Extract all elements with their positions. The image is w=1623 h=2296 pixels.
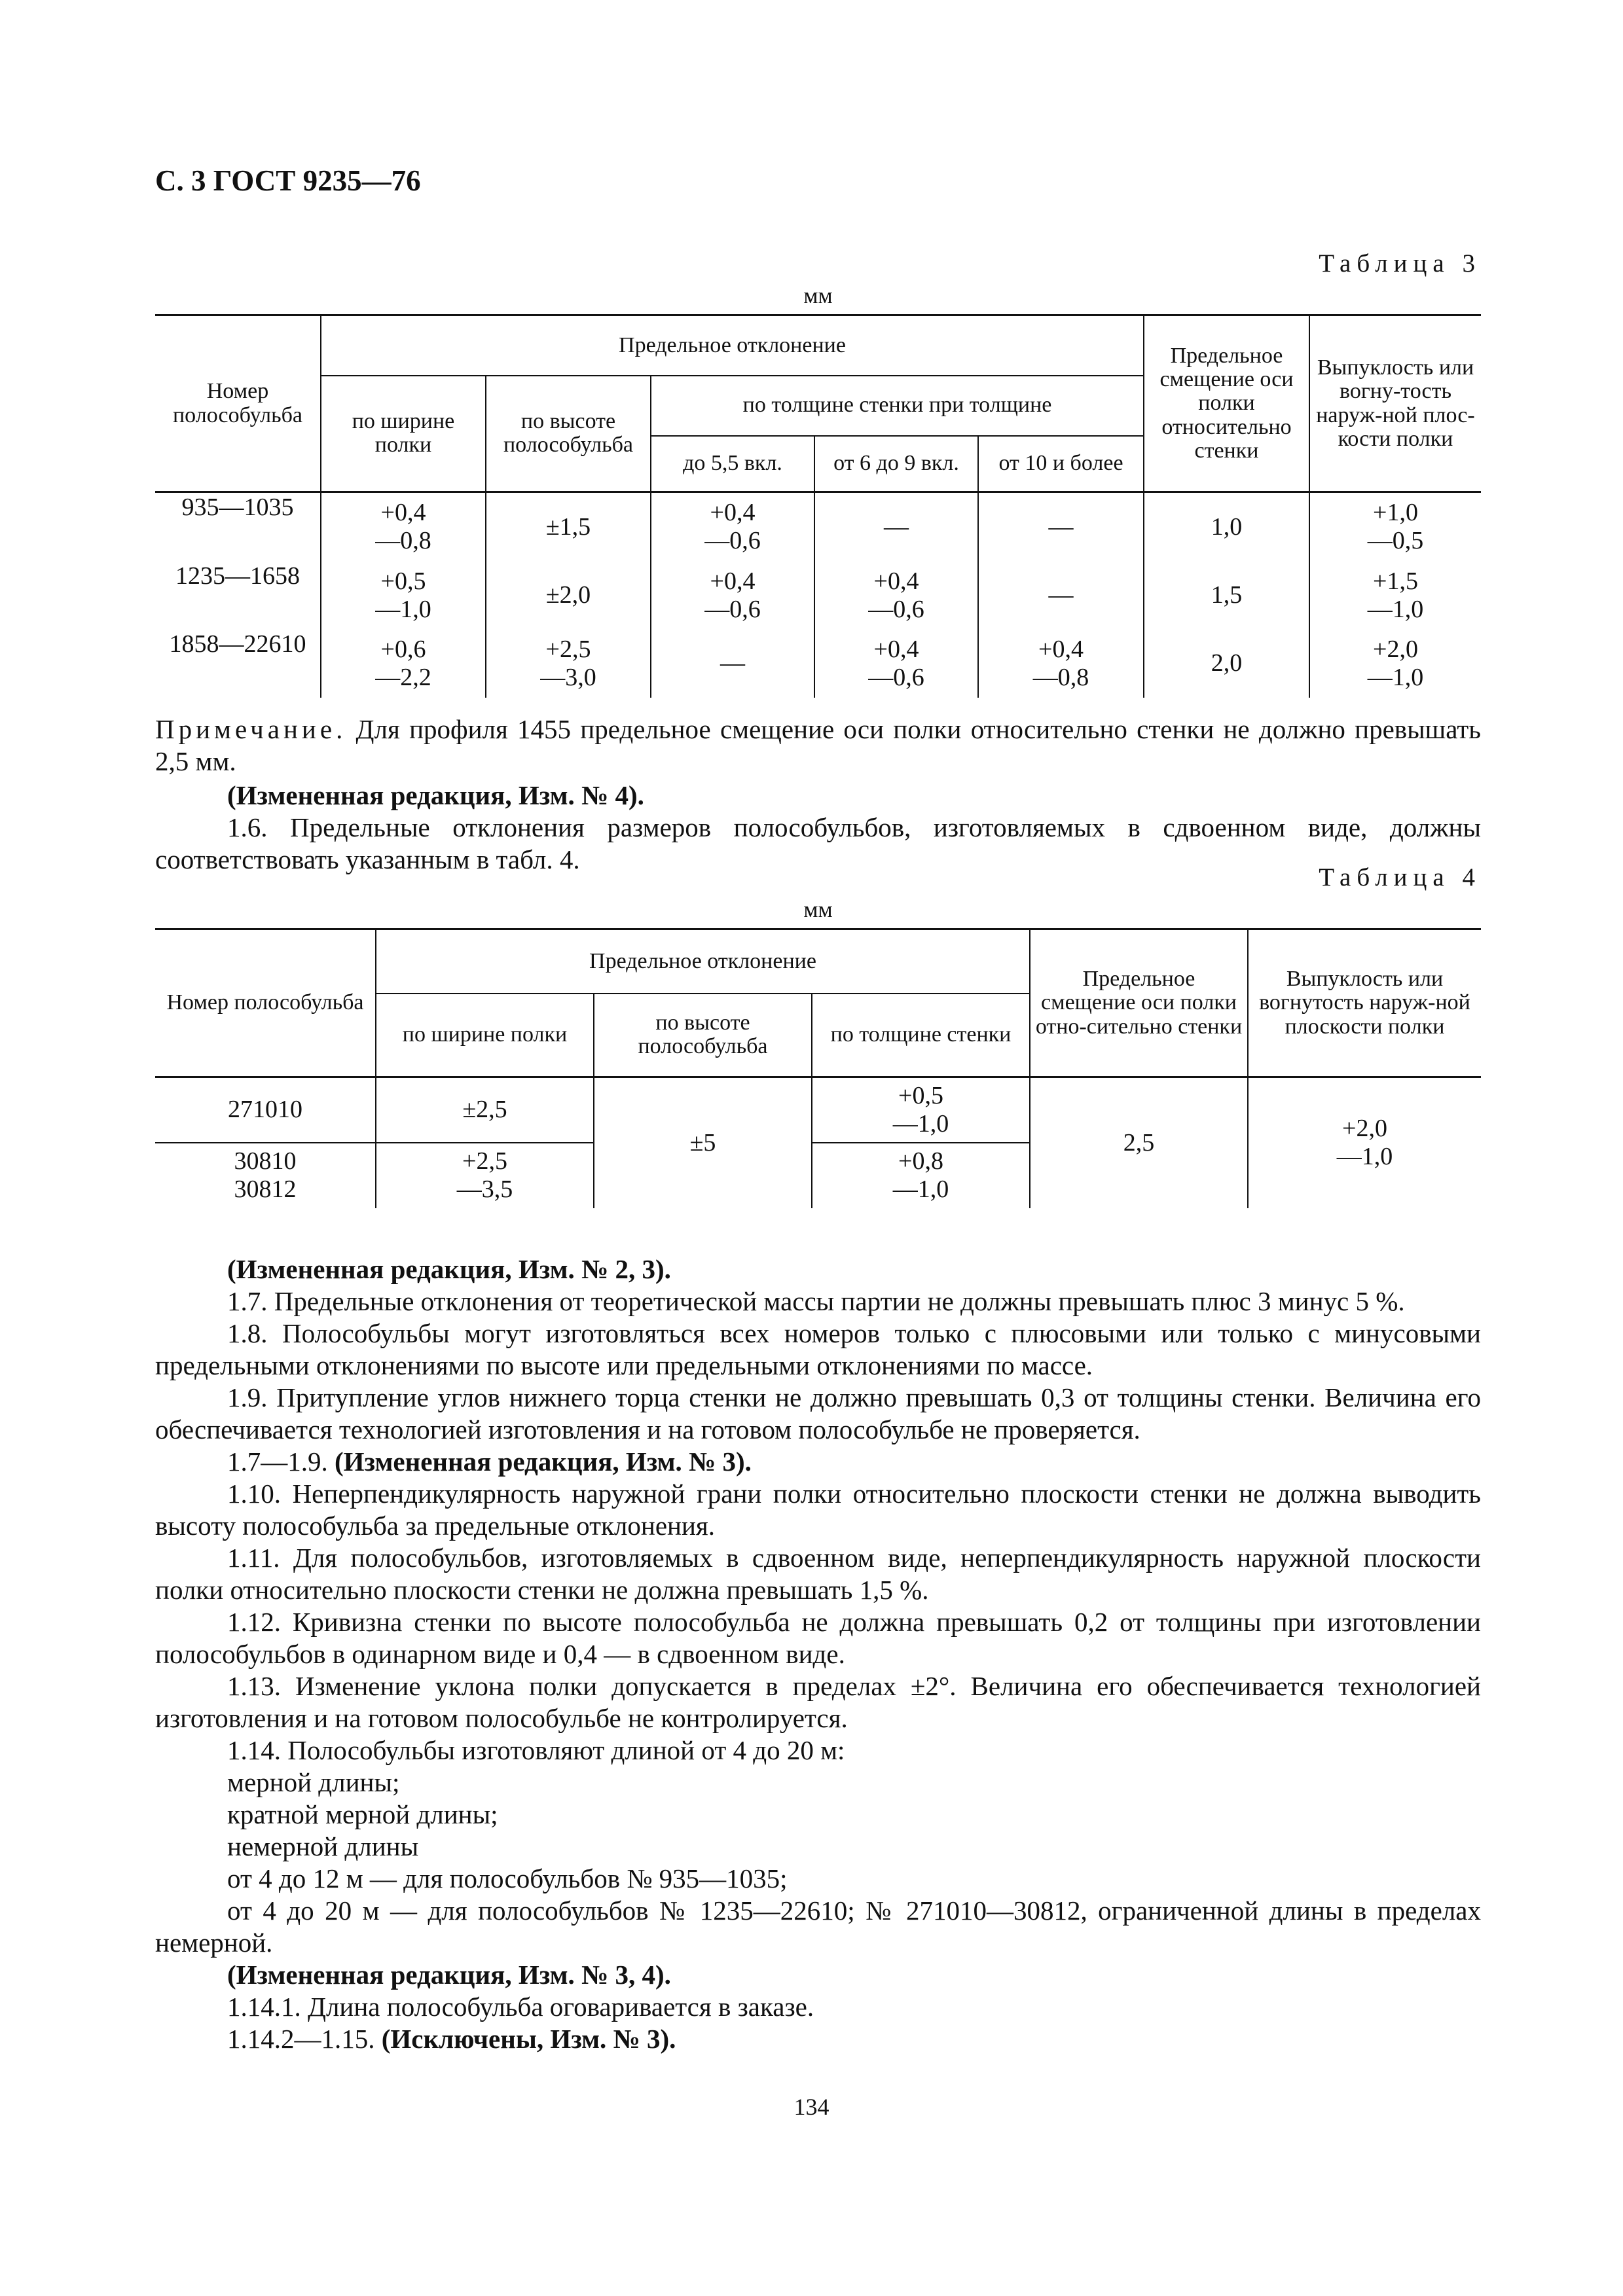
note-text: Для профиля 1455 предельное смещение оси полки относительно стенки не должно превышать 2,5 мм. <box>155 714 1481 776</box>
edit-note-3: (Измененная редакция, Изм. № 3, 4). <box>227 1960 671 1990</box>
table3-head-width: по ширине полки <box>321 376 486 492</box>
paragraph-1-9: 1.9. Притупление углов нижнего торца стенки не должно превышать 0,3 от толщины стенки. Величина его обеспечивается технологией изготовления и на готовом полособульбе не проверяется. <box>155 1382 1481 1444</box>
cell-height: +2,5 —3,0 <box>486 630 651 698</box>
table3-head-number: Номер полособульба <box>155 315 321 492</box>
table3 <box>155 314 1481 698</box>
table4-head-thick: по толщине стенки <box>812 994 1030 1077</box>
length-item: кратной мерной длины; <box>227 1799 498 1829</box>
paragraph-1-12: 1.12. Кривизна стенки по высоте полособульба не должна превышать 0,2 от толщины при изготовлении полособульбов в одинарном виде и 0,4 — в сдвоенном виде. <box>155 1607 1481 1669</box>
paragraph-1-14-2: 1.14.2—1.15. (Исключены, Изм. № 3). <box>227 2024 676 2054</box>
cell-height: ±1,5 <box>486 492 651 562</box>
edit-note-1: (Измененная редакция, Изм. № 4). <box>227 780 644 810</box>
cell-t2: — <box>814 492 978 562</box>
edit-note-2: (Измененная редакция, Изм. № 2, 3). <box>227 1254 671 1284</box>
table4-head-width: по ширине полки <box>376 994 594 1077</box>
table4-head-shift: Предельное смещение оси полки отно-сительно стенки <box>1030 929 1248 1077</box>
cell-t3: +0,4 —0,8 <box>978 630 1144 698</box>
cell-t3: — <box>978 492 1144 562</box>
cell-height: ±5 <box>594 1077 812 1208</box>
cell-t1: +0,4 —0,6 <box>651 492 814 562</box>
cell-t1: +0,4 —0,6 <box>651 562 814 630</box>
table3-head-thick-group: по толщине стенки при толщине <box>651 376 1144 436</box>
cell-thick: +0,8 —1,0 <box>812 1143 1030 1208</box>
cell-t1: — <box>651 630 814 698</box>
table3-row <box>155 492 1481 562</box>
table4-unit: мм <box>803 897 833 922</box>
table3-head-t2: от 6 до 9 вкл. <box>814 436 978 492</box>
cell-height: ±2,0 <box>486 562 651 630</box>
table3-head-group: Предельное отклонение <box>321 315 1144 376</box>
section-1-6 <box>155 780 1481 876</box>
table4-head-group: Предельное отклонение <box>376 929 1030 994</box>
row-number: 30810 30812 <box>155 1143 376 1208</box>
table4-head-convex: Выпуклость или вогнутость наруж-ной плоскости полки <box>1248 929 1481 1077</box>
cell-width: ±2,5 <box>376 1077 594 1143</box>
table3-caption: Таблица 3 <box>1319 249 1481 278</box>
table4-row <box>155 1077 1481 1143</box>
table3-unit: мм <box>803 283 833 308</box>
page-number: 134 <box>793 2094 830 2120</box>
length-item: мерной длины; <box>227 1767 400 1797</box>
table4-head-number: Номер полособульба <box>155 929 376 1077</box>
cell-shift: 1,5 <box>1144 562 1309 630</box>
length-item: от 4 до 20 м — для полособульбов № 1235—22610; № 271010—30812, ограниченной длины в пределах немерной. <box>155 1895 1481 1958</box>
cell-convex: +2,0 —1,0 <box>1248 1077 1481 1208</box>
cell-width: +0,5 —1,0 <box>321 562 486 630</box>
cell-shift: 1,0 <box>1144 492 1309 562</box>
table3-row <box>155 630 1481 698</box>
row-number: 935—1035 <box>155 492 321 562</box>
cell-shift: 2,0 <box>1144 630 1309 698</box>
page-header: С. 3 ГОСТ 9235—76 <box>155 164 421 197</box>
paragraph-1-10: 1.10. Неперпендикулярность наружной грани полки относительно плоскости стенки не должна выводить высоту полособульба за предельные отклонения. <box>155 1479 1481 1541</box>
paragraph-1-7: 1.7. Предельные отклонения от теоретической массы партии не должны превышать плюс 3 минус 5 %. <box>227 1286 1405 1316</box>
cell-thick: +0,5 —1,0 <box>812 1077 1030 1143</box>
cell-convex: +1,0 —0,5 <box>1309 492 1481 562</box>
cell-shift: 2,5 <box>1030 1077 1248 1208</box>
table3-head-convex: Выпуклость или вогну-тость наруж-ной плос-кости полки <box>1309 315 1481 492</box>
table3-head-shift: Предельное смещение оси полки относительно стенки <box>1144 315 1309 492</box>
cell-convex: +2,0 —1,0 <box>1309 630 1481 698</box>
table3-row <box>155 562 1481 630</box>
table3-head-height: по высоте полособульба <box>486 376 651 492</box>
row-number: 1858—22610 <box>155 630 321 698</box>
paragraph-1-11: 1.11. Для полособульбов, изготовляемых в сдвоенном виде, неперпендикулярность наружной плоскости полки относительно плоскости стенки не должна превышать 1,5 %. <box>155 1543 1481 1605</box>
note-label: Примечание. <box>155 714 347 744</box>
cell-width: +2,5 —3,5 <box>376 1143 594 1208</box>
paragraph-1-14: 1.14. Полособульбы изготовляют длиной от 4 до 20 м: <box>227 1735 845 1765</box>
table4-caption: Таблица 4 <box>1319 863 1481 891</box>
paragraph-1-8: 1.8. Полособульбы могут изготовляться всех номеров только с плюсовыми или только с минусовыми предельными отклонениями по высоте или предельными отклонениями по массе. <box>155 1318 1481 1380</box>
row-number: 1235—1658 <box>155 562 321 630</box>
cell-t3: — <box>978 562 1144 630</box>
length-item: немерной длины <box>227 1831 419 1861</box>
paragraph-1-6: 1.6. Предельные отклонения размеров полособульбов, изготовляемых в сдвоенном виде, должны соответствовать указанным в табл. 4. <box>155 812 1481 874</box>
table4 <box>155 928 1481 1208</box>
cell-width: +0,6 —2,2 <box>321 630 486 698</box>
paragraph-1-14-1: 1.14.1. Длина полособульба оговаривается в заказе. <box>227 1992 814 2022</box>
cell-width: +0,4 —0,8 <box>321 492 486 562</box>
body-text <box>155 1253 1481 2055</box>
length-item: от 4 до 12 м — для полособульбов № 935—1035; <box>227 1863 788 1893</box>
table3-note <box>155 713 1481 778</box>
table4-head-height: по высоте полособульба <box>594 994 812 1077</box>
cell-t2: +0,4 —0,6 <box>814 630 978 698</box>
table3-head-t3: от 10 и более <box>978 436 1144 492</box>
cell-convex: +1,5 —1,0 <box>1309 562 1481 630</box>
paragraph-1-13: 1.13. Изменение уклона полки допускается в пределах ±2°. Величина его обеспечивается технологией изготовления и на готовом полособульбе не контролируется. <box>155 1671 1481 1733</box>
row-number: 271010 <box>155 1077 376 1143</box>
table3-head-t1: до 5,5 вкл. <box>651 436 814 492</box>
paragraph-1-7-1-9: 1.7—1.9. (Измененная редакция, Изм. № 3). <box>227 1446 752 1477</box>
cell-t2: +0,4 —0,6 <box>814 562 978 630</box>
